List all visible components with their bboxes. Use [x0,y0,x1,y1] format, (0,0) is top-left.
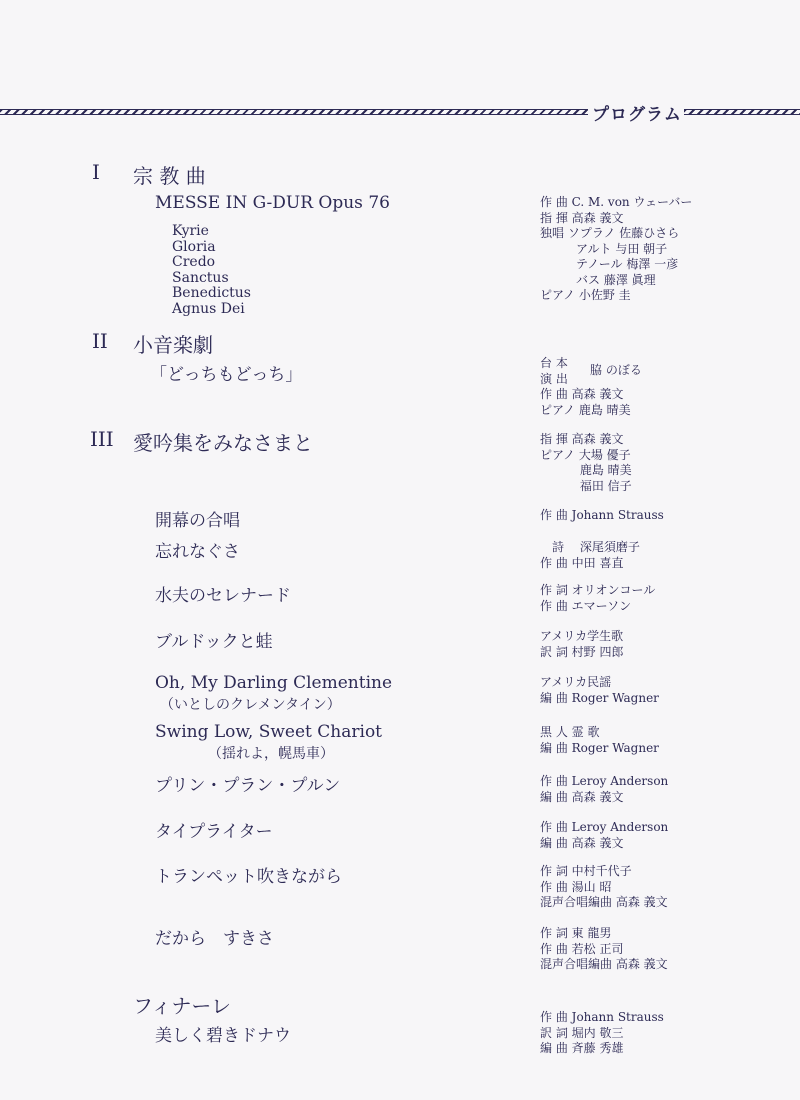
movement: Gloria [172,238,216,255]
movement: Credo [172,254,216,270]
song-credits [540,926,668,973]
page-title: プログラム [592,105,682,125]
credit-line: 福田 信子 [540,478,632,493]
credit-line: アメリカ民謡 [540,675,612,689]
credit-line: アルト 与田 朝子 [540,241,668,256]
credit-line: 作 曲 Leroy Anderson [540,774,669,788]
section-2-number: II [92,329,108,353]
song-credits [540,774,668,805]
credit-line: 作 曲 若松 正司 [540,941,624,956]
movement: Kyrie [172,223,209,239]
credit-line: 作 曲 エマーソン [540,598,632,613]
credit-line: 編 曲 Roger Wagner [540,740,659,755]
song-credits [540,583,655,614]
credit-line: 詩 深尾須磨子 [540,540,640,554]
credit-line: 編 曲 Roger Wagner [540,690,659,705]
credit-line: 訳 詞 堀内 敬三 [540,1025,624,1040]
song-credits [540,629,623,660]
credit-line: 指 揮 高森 義文 [540,210,624,225]
section-1-number: I [92,160,100,184]
song-title: 水夫のセレナード [155,586,291,606]
credit-line: テノール 梅澤 一彦 [540,257,679,271]
song-credits [540,864,668,911]
movement: Sanctus [172,269,229,286]
credit-line: 独唱 ソプラノ 佐藤ひさら [540,226,680,240]
finale-credits [540,1010,664,1057]
credit-line: ピアノ 鹿島 晴美 [540,402,631,417]
section-1-piece: MESSE IN G-DUR Opus 76 [155,193,390,213]
song-title: 開幕の合唱 [155,511,240,531]
credit-line: バス 藤澤 眞理 [540,272,656,287]
credit-line: 編 曲 高森 義文 [540,789,624,804]
credit-line: 編 曲 斉藤 秀雄 [540,1041,624,1055]
song-title: トランペット吹きながら [155,867,342,887]
song-subtitle: （いとしのクレメンタイン） [160,697,341,713]
credit-line: 台 本 [540,356,568,370]
song-title: プリン・プラン・プルン [155,776,341,796]
credit-line: 演 出 [540,371,568,386]
song-title: だから すきさ [155,929,274,949]
credit-line: 作 曲 中田 喜直 [540,555,624,570]
section-1-credits [540,195,692,304]
credit-line: 訳 詞 村野 四郎 [540,644,624,659]
credit-line: 鹿島 晴美 [540,463,632,477]
credit-line: 混声合唱編曲 高森 義文 [540,957,668,971]
credit-line: 黒 人 霊 歌 [540,725,600,739]
credit-line: 作 曲 高森 義文 [540,387,624,401]
song-credits [540,675,659,706]
song-credits [540,540,640,571]
header-rule-right [684,109,800,115]
song-credits [540,725,659,756]
credit-line: 作 詞 オリオンコール [540,583,656,597]
credit-line: 指 揮 高森 義文 [540,432,624,446]
credit-line: ピアノ 大場 優子 [540,447,631,462]
section-2-piece: 「どっちもどっち」 [150,365,303,385]
credit-line: 作 詞 東 龍男 [540,926,612,940]
credit-line: 作 曲 Johann Strauss [540,1010,664,1024]
credit-line: 作 曲 湯山 昭 [540,879,612,894]
song-title: Swing Low, Sweet Chariot [155,722,383,742]
section-2-author: 脇 のぼる [590,363,642,377]
movement: Agnus Dei [172,300,245,317]
section-3-title: 愛吟集をみなさまと [133,431,313,455]
section-1-title: 宗 教 曲 [133,164,206,188]
song-credits [540,508,664,524]
movement-list [172,224,251,317]
credit-line: 作 曲 Johann Strauss [540,508,664,522]
finale-title: フィナーレ [133,994,231,1018]
credit-line: 作 曲 Leroy Anderson [540,820,669,834]
section-3-number: III [90,427,114,451]
song-subtitle: （揺れよ，幌馬車） [208,746,334,762]
credit-line: 編 曲 高森 義文 [540,835,624,850]
credit-line: アメリカ学生歌 [540,629,624,643]
credit-line: 作 曲 C. M. von ウェーバー [540,195,693,209]
credit-line: 混声合唱編曲 高森 義文 [540,895,668,909]
credit-line: ピアノ 小佐野 圭 [540,288,631,302]
credit-line: 作 詞 中村千代子 [540,864,632,878]
movement: Benedictus [172,285,251,301]
song-credits [540,820,668,851]
song-title: タイプライター [155,822,273,842]
finale-piece: 美しく碧きドナウ [155,1026,291,1046]
header-rule-left [0,109,588,115]
section-2-title: 小音楽劇 [133,333,213,357]
section-3-credits [540,432,632,494]
song-title: Oh, My Darling Clementine [155,673,393,693]
song-title: 忘れなぐさ [155,542,240,562]
song-title: ブルドックと蛙 [155,632,273,652]
